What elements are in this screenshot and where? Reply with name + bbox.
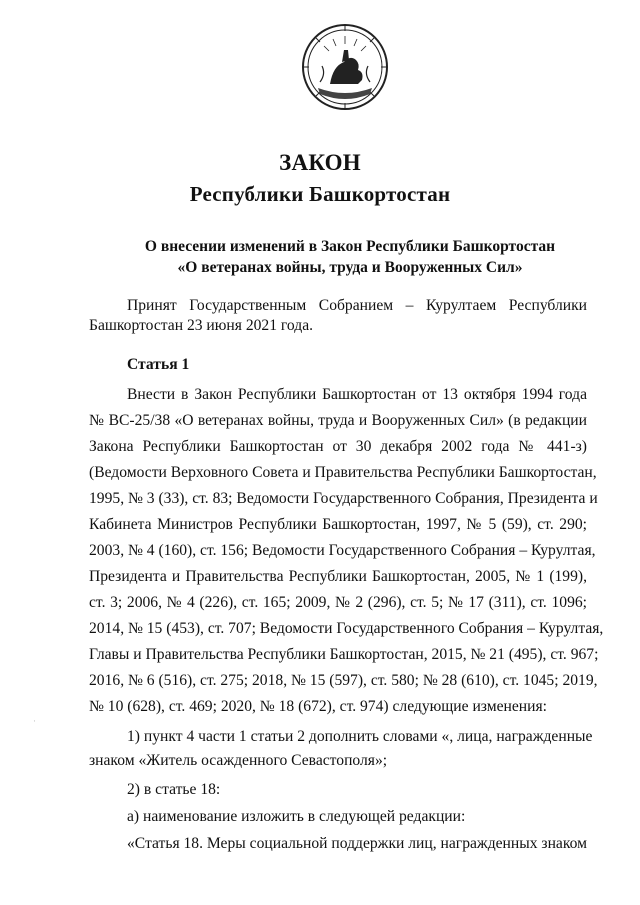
article-1-line: 2016, № 6 (516), ст. 275; 2018, № 15 (597), ст. 580; № 28 (610), ст. 1045; 2019, [89,672,598,689]
margin-speck: · [33,716,36,726]
article-1-line: № 10 (628), ст. 469; 2020, № 18 (672), ст. 974) следующие изменения: [89,698,547,715]
quoted-article-18-line: «Статья 18. Меры социальной поддержки лиц, награжденных знаком [127,835,587,852]
coat-of-arms-emblem [300,22,390,112]
item-1-line-1: 1) пункт 4 части 1 статьи 2 дополнить словами «, лица, награжденные [127,728,593,745]
article-1-line: ст. 3; 2006, № 4 (226), ст. 165; 2009, № 2 (296), ст. 5; № 17 (311), ст. 1096; [89,594,587,611]
item-1-line-2: знаком «Житель осажденного Севастополя»; [89,752,388,769]
item-2: 2) в статье 18: [127,781,221,798]
article-1-line: Президента и Правительства Республики Башкортостан, 2005, № 1 (199), [89,568,587,585]
article-1-line: 2014, № 15 (453), ст. 707; Ведомости Государственного Собрания – Курултая, [89,620,604,637]
law-subject-line-1: О внесении изменений в Закон Республики Башкортостан [144,238,556,255]
article-1-line: (Ведомости Верховного Совета и Правительства Республики Башкортостан, [89,464,597,481]
article-1-heading: Статья 1 [127,356,190,373]
adoption-line-2: Башкортостан 23 июня 2021 года. [89,317,314,334]
law-subject-line-2: «О ветеранах войны, труда и Вооруженных Сил» [177,259,523,276]
law-title: ЗАКОН [279,150,361,175]
article-1-line: 1995, № 3 (33), ст. 83; Ведомости Государственного Собрания, Президента и [89,490,598,507]
article-1-line: Внести в Закон Республики Башкортостан от 13 октября 1994 года [127,386,587,403]
adoption-line-1: Принят Государственным Собранием – Курултаем Республики [127,297,587,314]
article-1-line: Главы и Правительства Республики Башкортостан, 2015, № 21 (495), ст. 967; [89,646,599,663]
item-2a: а) наименование изложить в следующей редакции: [127,808,466,825]
article-1-line: № ВС-25/38 «О ветеранах войны, труда и Вооруженных Сил» (в редакции [89,412,587,429]
article-1-line: Закона Республики Башкортостан от 30 декабря 2002 года № 441-з) [89,438,587,455]
law-title-republic: Республики Башкортостан [189,182,451,206]
article-1-line: 2003, № 4 (160), ст. 156; Ведомости Государственного Собрания – Курултая, [89,542,596,559]
article-1-line: Кабинета Министров Республики Башкортостан, 1997, № 5 (59), ст. 290; [89,516,587,533]
